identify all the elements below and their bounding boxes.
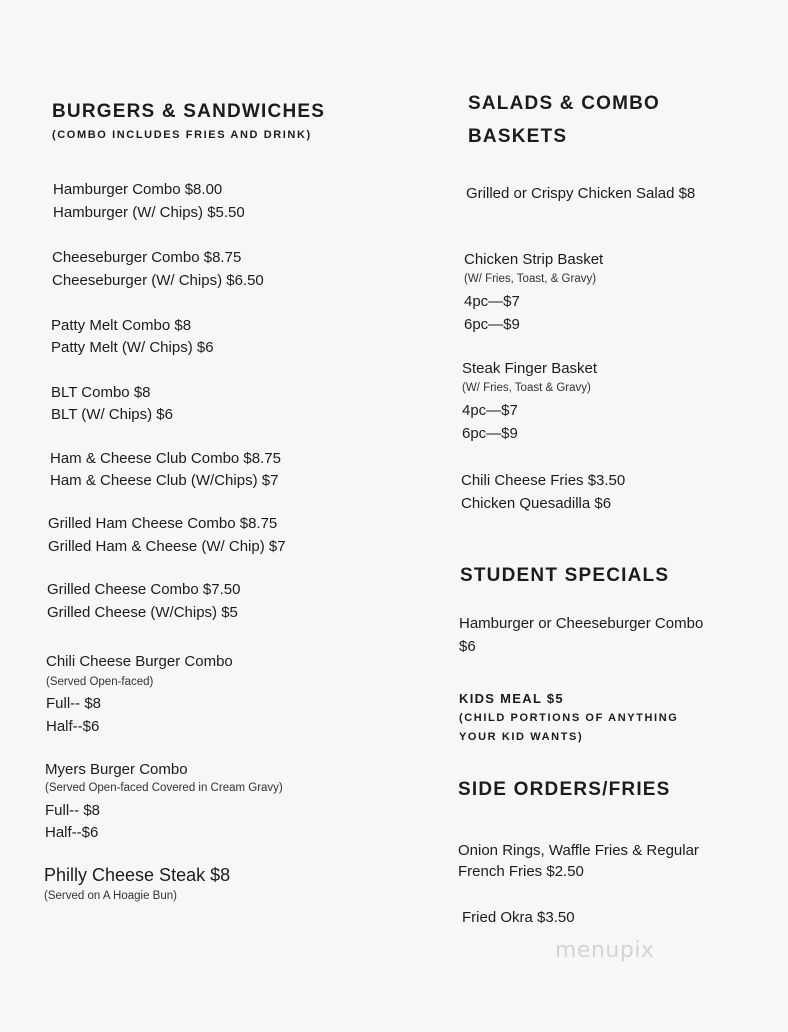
menu-item: Grilled or Crispy Chicken Salad $8 <box>466 185 696 202</box>
watermark: menupix <box>555 938 655 963</box>
menu-item: Fried Okra $3.50 <box>462 909 575 926</box>
menu-item: Ham & Cheese Club Combo $8.75 <box>50 450 281 467</box>
menu-item: Grilled Ham Cheese Combo $8.75 <box>48 515 278 532</box>
menu-item: BLT Combo $8 <box>51 384 151 401</box>
menu-item-price: Half--$6 <box>46 718 100 735</box>
menu-item: Chicken Strip Basket <box>464 251 604 268</box>
menu-item: Myers Burger Combo <box>45 761 188 778</box>
menu-item-price: Half--$6 <box>45 824 99 841</box>
menu-item: Hamburger Combo $8.00 <box>53 181 223 198</box>
menu-item: Cheeseburger Combo $8.75 <box>52 249 242 266</box>
menu-item-note: (Served Open-faced) <box>46 676 154 688</box>
section-subtitle: (COMBO INCLUDES FRIES AND DRINK) <box>52 129 312 141</box>
section-title: BURGERS & SANDWICHES <box>52 101 326 122</box>
menu-item: Chicken Quesadilla $6 <box>461 495 612 512</box>
menu-item-price: Full-- $8 <box>46 695 102 712</box>
kids-meal-title: KIDS MEAL $5 <box>459 691 564 706</box>
menu-item-price: 4pc—$7 <box>462 402 518 419</box>
menu-item-note: (W/ Fries, Toast, & Gravy) <box>464 273 597 285</box>
kids-meal-note: YOUR KID WANTS) <box>459 731 584 743</box>
kids-meal-note: (CHILD PORTIONS OF ANYTHING <box>459 712 679 724</box>
menu-item: Hamburger or Cheeseburger Combo <box>459 615 704 632</box>
menu-item-note: (W/ Fries, Toast & Gravy) <box>462 382 591 394</box>
menu-item: Philly Cheese Steak $8 <box>44 865 231 885</box>
menu-item: French Fries $2.50 <box>458 863 584 880</box>
section-title: BASKETS <box>468 126 568 147</box>
menu-item: Patty Melt (W/ Chips) $6 <box>51 339 214 356</box>
menu-item: Cheeseburger (W/ Chips) $6.50 <box>52 272 264 289</box>
menu-item: Ham & Cheese Club (W/Chips) $7 <box>50 472 279 489</box>
menu-item-note: (Served on A Hoagie Bun) <box>44 890 177 902</box>
menu-item: Grilled Cheese Combo $7.50 <box>47 581 241 598</box>
menu-item-price: $6 <box>459 638 476 655</box>
menu-item-price: 6pc—$9 <box>464 316 520 333</box>
menu-item-price: Full-- $8 <box>45 802 101 819</box>
section-title: STUDENT SPECIALS <box>460 565 670 586</box>
section-title: SIDE ORDERS/FRIES <box>458 779 671 800</box>
menu-item: Hamburger (W/ Chips) $5.50 <box>53 204 245 221</box>
menu-item: Chili Cheese Fries $3.50 <box>461 472 626 489</box>
section-title: SALADS & COMBO <box>468 93 661 114</box>
menu-item: Onion Rings, Waffle Fries & Regular <box>458 842 699 859</box>
menu-item: BLT (W/ Chips) $6 <box>51 406 173 423</box>
menu-item: Patty Melt Combo $8 <box>51 317 192 334</box>
menu-item: Chili Cheese Burger Combo <box>46 653 233 670</box>
menu-item-price: 6pc—$9 <box>462 425 518 442</box>
menu-item-price: 4pc—$7 <box>464 293 520 310</box>
menu-item-note: (Served Open-faced Covered in Cream Gravy) <box>45 782 283 794</box>
menu-item: Steak Finger Basket <box>462 360 598 377</box>
menu-item: Grilled Cheese (W/Chips) $5 <box>47 604 238 621</box>
menu-item: Grilled Ham & Cheese (W/ Chip) $7 <box>48 538 286 555</box>
